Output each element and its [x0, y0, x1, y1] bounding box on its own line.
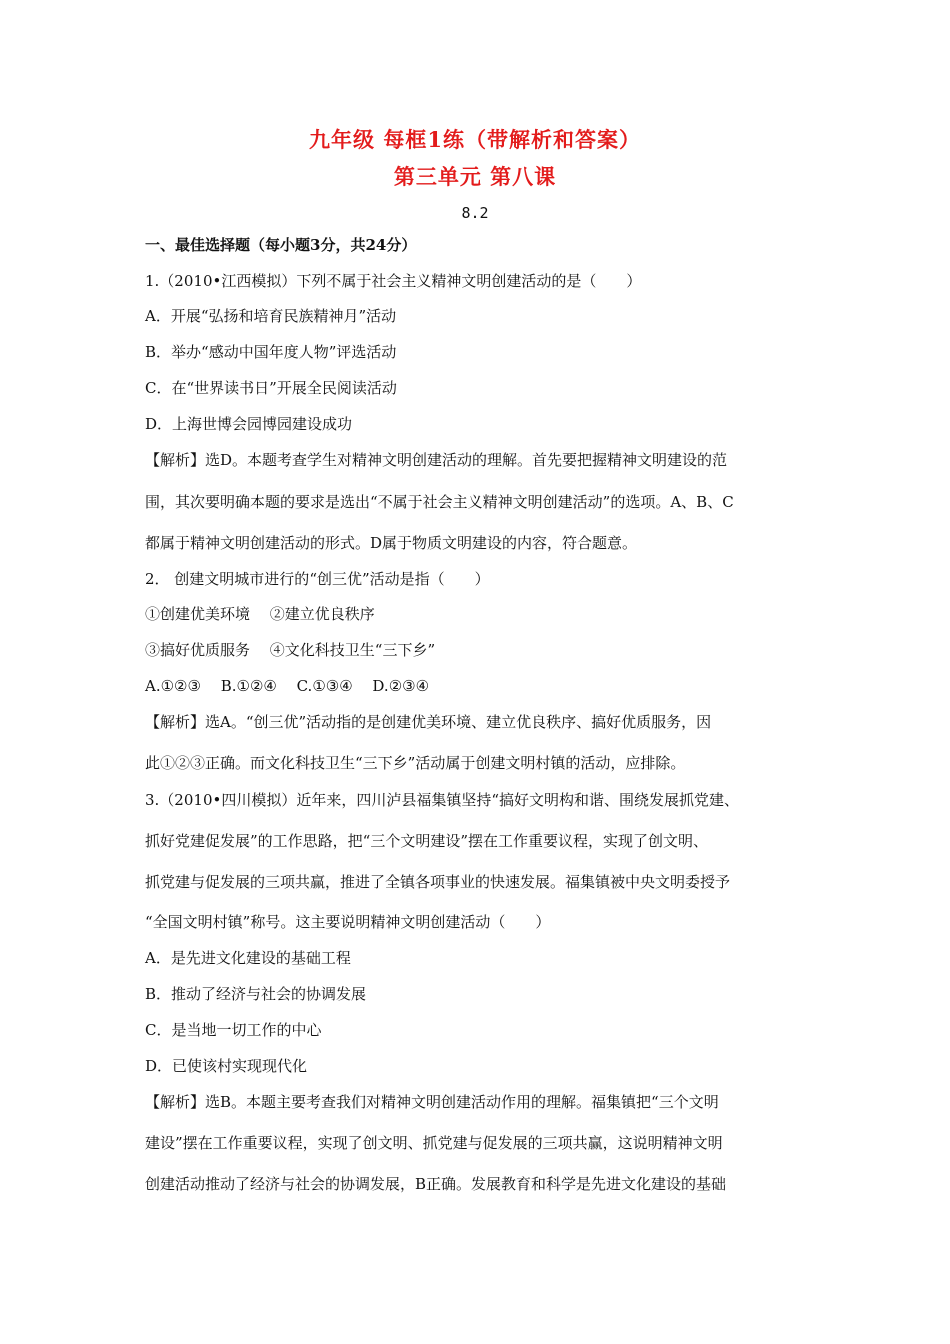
q1-analysis-line: 【解析】选D。本题考查学生对精神文明创建活动的理解。首先要把握精神文明建设的范	[145, 451, 728, 469]
question-2-stem: 2． 创建文明城市进行的“创三优”活动是指（ ）	[145, 570, 490, 588]
q1-option-b: B．举办“感动中国年度人物”评选活动	[145, 343, 397, 361]
q2-statements: ①创建优美环境 ②建立优良秩序	[145, 605, 375, 623]
section-number: 8.2	[461, 204, 489, 222]
q2-options: A.①②③ B.①②④ C.①③④ D.②③④	[145, 677, 430, 695]
q3-analysis-line: 建设”摆在工作重要议程，实现了创文明、抓党建与促发展的三项共赢，这说明精神文明	[145, 1134, 723, 1152]
q1-option-a: A．开展“弘扬和培育民族精神月”活动	[145, 307, 397, 325]
question-3-stem: “全国文明村镇”称号。这主要说明精神文明创建活动（ ）	[145, 913, 551, 931]
q1-analysis-line: 围，其次要明确本题的要求是选出“不属于社会主义精神文明创建活动”的选项。A、B、C	[145, 493, 734, 511]
q3-option-a: A．是先进文化建设的基础工程	[145, 949, 351, 967]
unit-title: 第三单元 第八课	[393, 164, 557, 189]
part-heading: 一、最佳选择题（每小题3分，共24分）	[145, 236, 417, 254]
question-3-stem: 抓党建与促发展的三项共赢，推进了全镇各项事业的快速发展。福集镇被中央文明委授予	[145, 873, 731, 891]
question-1-stem: 1.（2010•江西模拟）下列不属于社会主义精神文明创建活动的是（ ）	[145, 272, 642, 290]
q3-analysis-line: 创建活动推动了经济与社会的协调发展，B正确。发展教育和科学是先进文化建设的基础	[145, 1175, 727, 1193]
q1-option-d: D．上海世博会园博园建设成功	[145, 415, 353, 433]
question-3-stem: 3.（2010•四川模拟）近年来，四川泸县福集镇坚持“搞好文明构和谐、围绕发展抓党建、	[145, 791, 740, 809]
q2-statements: ③搞好优质服务 ④文化科技卫生“三下乡”	[145, 641, 436, 659]
q3-option-c: C．是当地一切工作的中心	[145, 1021, 322, 1039]
q1-analysis-line: 都属于精神文明创建活动的形式。D属于物质文明建设的内容，符合题意。	[145, 534, 638, 552]
q3-analysis-line: 【解析】选B。本题主要考查我们对精神文明创建活动作用的理解。福集镇把“三个文明	[145, 1093, 719, 1111]
document-title: 九年级 每框1练（带解析和答案）	[309, 127, 641, 152]
q1-option-c: C．在“世界读书日”开展全民阅读活动	[145, 379, 397, 397]
q2-analysis-line: 此①②③正确。而文化科技卫生“三下乡”活动属于创建文明村镇的活动，应排除。	[145, 754, 686, 772]
q3-option-b: B．推动了经济与社会的协调发展	[145, 985, 367, 1003]
q3-option-d: D．已使该村实现现代化	[145, 1057, 308, 1075]
question-3-stem: 抓好党建促发展”的工作思路，把“三个文明建设”摆在工作重要议程，实现了创文明、	[145, 832, 709, 850]
q2-analysis-line: 【解析】选A。“创三优”活动指的是创建优美环境、建立优良秩序、搞好优质服务，因	[145, 713, 712, 731]
